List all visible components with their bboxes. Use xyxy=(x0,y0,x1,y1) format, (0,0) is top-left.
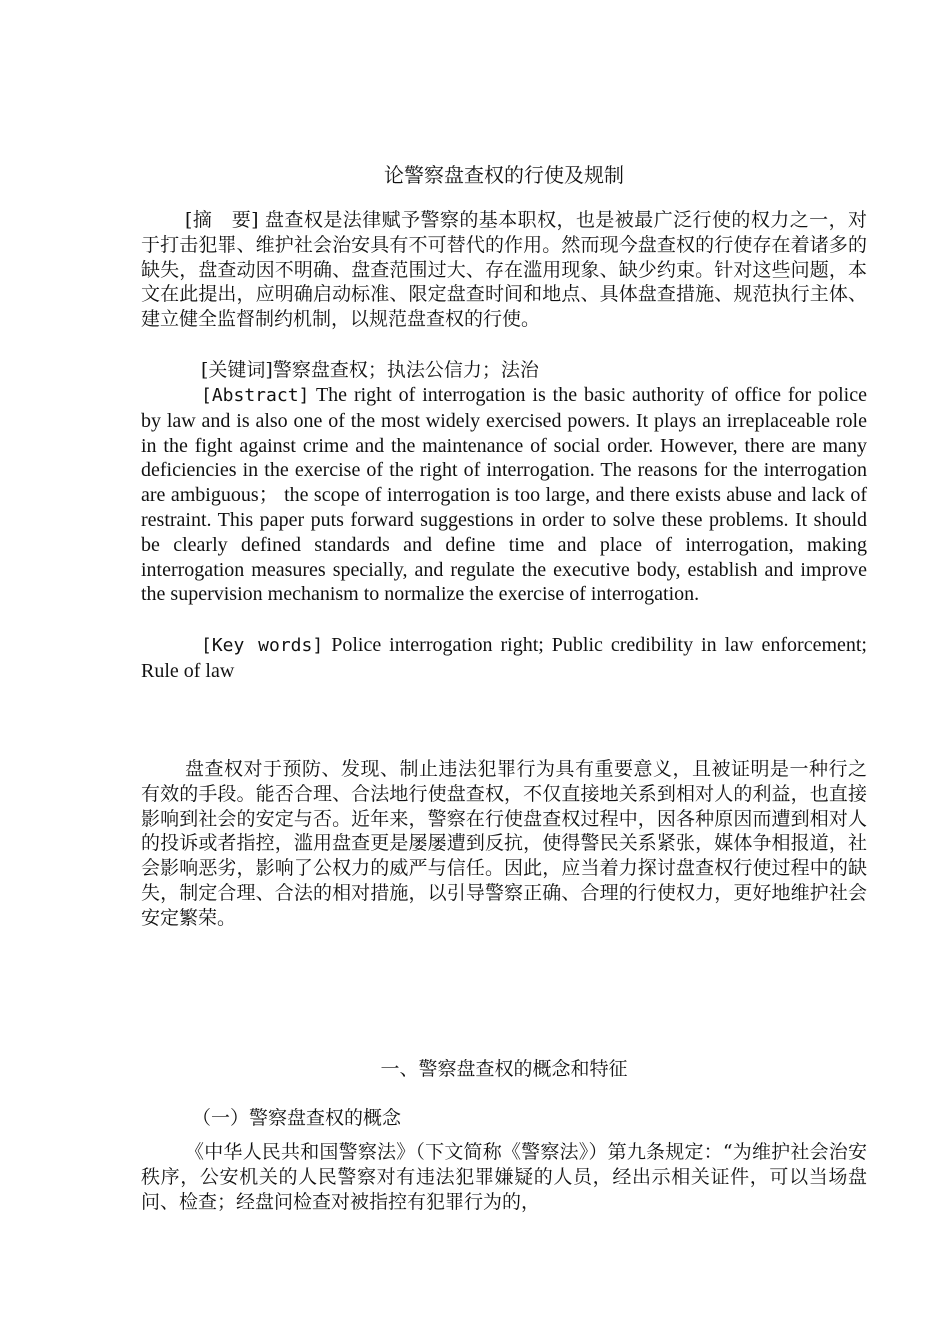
abstract-en-text: The right of interrogation is the basic authority of office for police by law and is also one of the most widely exercised powers. It plays an irreplaceable role in the fight against crime and the maintenance of social order. However, there are many deficiencies in the exercise of the right of interrogation. The reasons for the interrogation are ambiguous； the scope of interrogation is too large, and there exists abuse and lack of restraint. This paper puts forward suggestions in order to solve these problems. It should be clearly defined standards and define time and place of interrogation, making interrogation measures specially, and regulate the executive body, establish and improve the supervision mechanism to normalize the exercise of interrogation. xyxy=(141,384,867,606)
abstract-cn-paragraph xyxy=(141,208,867,332)
page-title: 论警察盘查权的行使及规制 xyxy=(384,163,624,187)
intro-paragraph: 盘查权对于预防、发现、制止违法犯罪行为具有重要意义，且被证明是一种行之有效的手段。能否合理、合法地行使盘查权，不仅直接地关系到相对人的利益，也直接影响到社会的安定与否。近年来，警察在行使盘查权过程中，因各种原因而遭到相对人的投诉或者指控，滥用盘查更是屡屡遭到反抗，使得警民关系紧张，媒体争相报道，社会影响恶劣，影响了公权力的威严与信任。因此，应当着力探讨盘查权行使过程中的缺失，制定合理、合法的相对措施，以引导警察正确、合理的行使权力，更好地维护社会安定繁荣。 xyxy=(141,758,867,929)
abstract-en-label: [Abstract] xyxy=(201,385,310,406)
keywords-en-text: Police interrogation right; Public credibility in law enforcement; Rule of law xyxy=(141,634,867,682)
keywords-en-label: [Key words] xyxy=(201,635,324,656)
section-paragraph: 《中华人民共和国警察法》（下文简称《警察法》）第九条规定：“为维护社会治安秩序，公安机关的人民警察对有违法犯罪嫌疑的人员，经出示相关证件，可以当场盘问、检查；经盘问检查对被指控有犯罪行为的， xyxy=(141,1141,867,1213)
subsection-heading: （一）警察盘查权的概念 xyxy=(192,1107,402,1129)
keywords-cn-label: [关键词] xyxy=(201,359,273,381)
keywords-cn-text: 警察盘查权；执法公信力；法治 xyxy=(272,359,539,381)
abstract-cn-text: 盘查权是法律赋予警察的基本职权，也是被最广泛行使的权力之一，对于打击犯罪、维护社会治安具有不可替代的作用。然而现今盘查权的行使存在着诸多的缺失，盘查动因不明确、盘查范围过大、存在滥用现象、缺少约束。针对这些问题，本文在此提出，应明确启动标准、限定盘查时间和地点、具体盘查措施、规范执行主体、建立健全监督制约机制，以规范盘查权的行使。 xyxy=(141,209,867,331)
section-heading: 一、警察盘查权的概念和特征 xyxy=(380,1058,628,1080)
keywords-en-paragraph xyxy=(141,633,867,684)
keywords-cn-paragraph xyxy=(141,358,867,383)
abstract-en-paragraph xyxy=(141,383,867,607)
abstract-cn-label: [摘 要] xyxy=(185,209,259,231)
